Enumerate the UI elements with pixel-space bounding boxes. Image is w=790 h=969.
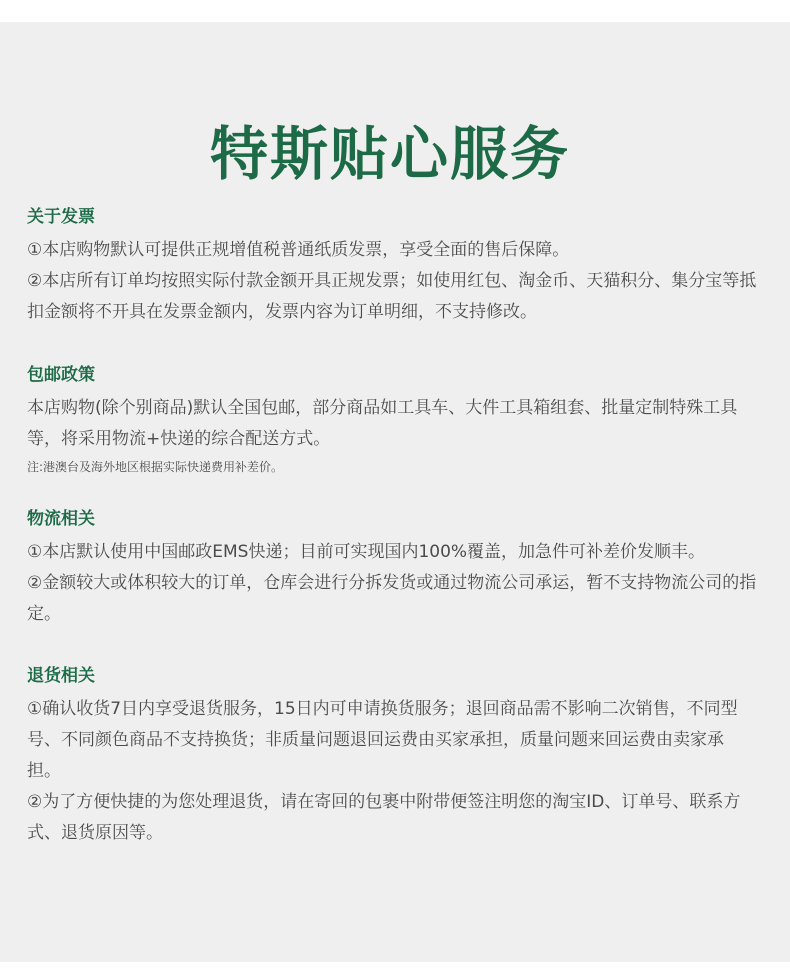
section-heading: 关于发票	[27, 207, 95, 227]
section-heading: 退货相关	[27, 666, 95, 686]
invoice-section	[27, 205, 757, 328]
section-heading: 物流相关	[27, 509, 95, 529]
section-paragraph: ②本店所有订单均按照实际付款金额开具正规发票；如使用红包、淘金币、天猫积分、集分宝等抵扣金额将不开具在发票金额内，发票内容为订单明细，不支持修改。	[27, 271, 757, 322]
section-paragraph: ①确认收货7日内享受退货服务，15日内可申请换货服务；退回商品需不影响二次销售，不同型号、不同颜色商品不支持换货；非质量问题退回运费由买家承担，质量问题来回运费由卖家承担。	[27, 699, 738, 781]
logistics-section	[27, 507, 757, 630]
shipping-section	[27, 363, 757, 479]
section-paragraph: ①本店默认使用中国邮政EMS快递；目前可实现国内100%覆盖，加急件可补差价发顺丰。	[27, 542, 706, 562]
section-paragraph: ②为了方便快捷的为您处理退货，请在寄回的包裹中附带便签注明您的淘宝ID、订单号、联系方式、退货原因等。	[27, 792, 741, 843]
section-paragraph: ②金额较大或体积较大的订单，仓库会进行分拆发货或通过物流公司承运，暂不支持物流公司的指定。	[27, 573, 757, 624]
section-paragraph: ①本店购物默认可提供正规增值税普通纸质发票，享受全面的售后保障。	[27, 240, 570, 260]
section-paragraph: 本店购物(除个别商品)默认全国包邮，部分商品如工具车、大件工具箱组套、批量定制特殊工具等，将采用物流+快递的综合配送方式。	[27, 398, 738, 449]
section-heading: 包邮政策	[27, 365, 95, 385]
shipping-note: 注:港澳台及海外地区根据实际快递费用补差价。	[27, 460, 284, 474]
returns-section	[27, 664, 757, 849]
page-title: 特斯贴心服务	[209, 120, 570, 188]
